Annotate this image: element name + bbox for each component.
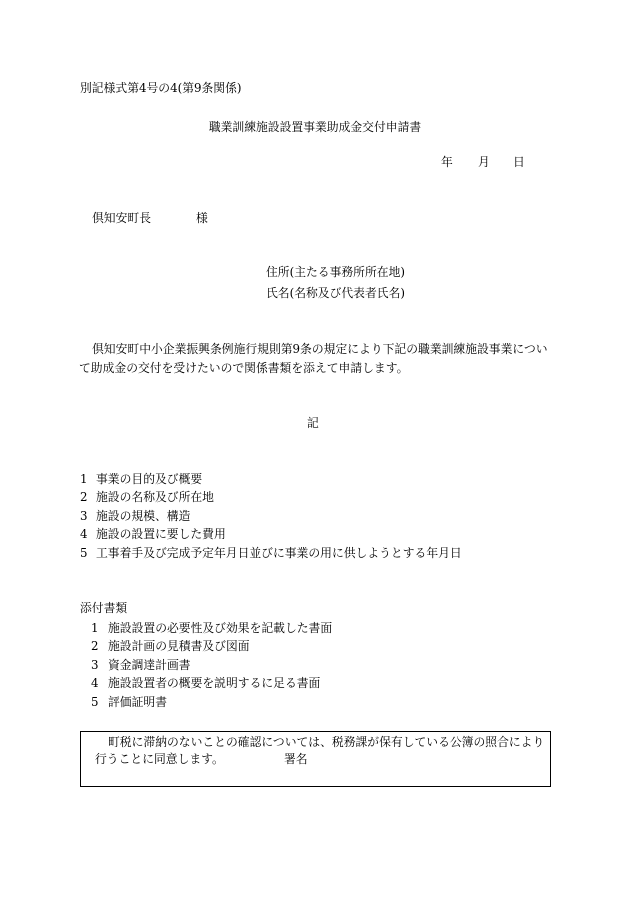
body-line: 倶知安町中小企業振興条例施行規則第9条の規定により下記の職業訓練施設事業につい <box>92 342 548 356</box>
applicant-address-label: 住所(主たる事務所所在地) <box>266 265 405 279</box>
consent-line: 町税に滞納のないことの確認については、税務課が保有している公簿の照合により <box>108 735 545 749</box>
item-number: 5 <box>80 546 88 560</box>
addressee-honorific: 様 <box>196 211 208 225</box>
attachment-text: 評価証明書 <box>108 695 167 709</box>
item-number: 2 <box>80 490 88 504</box>
ki-heading: 記 <box>307 416 319 430</box>
date-month-label: 月 <box>478 155 490 169</box>
attachment-text: 資金調達計画書 <box>108 658 191 672</box>
attachment-text: 施設計画の見積書及び図面 <box>108 639 250 653</box>
item-text: 施設の設置に要した費用 <box>96 527 226 541</box>
form-title: 職業訓練施設設置事業助成金交付申請書 <box>208 120 422 134</box>
attachment-number: 1 <box>91 621 99 635</box>
item-number: 1 <box>80 472 88 486</box>
addressee-name: 倶知安町長 <box>92 211 151 225</box>
body-line: て助成金の交付を受けたいので関係書類を添えて申請します。 <box>79 361 409 375</box>
item-text: 工事着手及び完成予定年月日並びに事業の用に供しようとする年月日 <box>96 546 462 560</box>
consent-line: 行うことに同意します。 <box>95 752 224 766</box>
attachment-number: 5 <box>91 695 99 709</box>
date-day-label: 日 <box>513 155 525 169</box>
signature-label: 署名 <box>284 752 308 766</box>
attachments-heading: 添付書類 <box>80 601 128 615</box>
attachment-text: 施設設置者の概要を説明するに足る書面 <box>108 676 321 690</box>
attachment-number: 2 <box>91 639 99 653</box>
applicant-name-label: 氏名(名称及び代表者氏名) <box>266 286 405 300</box>
form-number: 別記様式第4号の4(第9条関係) <box>80 81 242 95</box>
attachment-text: 施設設置の必要性及び効果を記載した書面 <box>108 621 333 635</box>
item-number: 3 <box>80 509 88 523</box>
attachment-number: 3 <box>91 658 99 672</box>
item-text: 事業の目的及び概要 <box>96 472 203 486</box>
date-year-label: 年 <box>441 155 453 169</box>
attachment-number: 4 <box>91 676 99 690</box>
item-text: 施設の名称及び所在地 <box>96 490 214 504</box>
item-number: 4 <box>80 527 88 541</box>
item-text: 施設の規模、構造 <box>96 509 191 523</box>
